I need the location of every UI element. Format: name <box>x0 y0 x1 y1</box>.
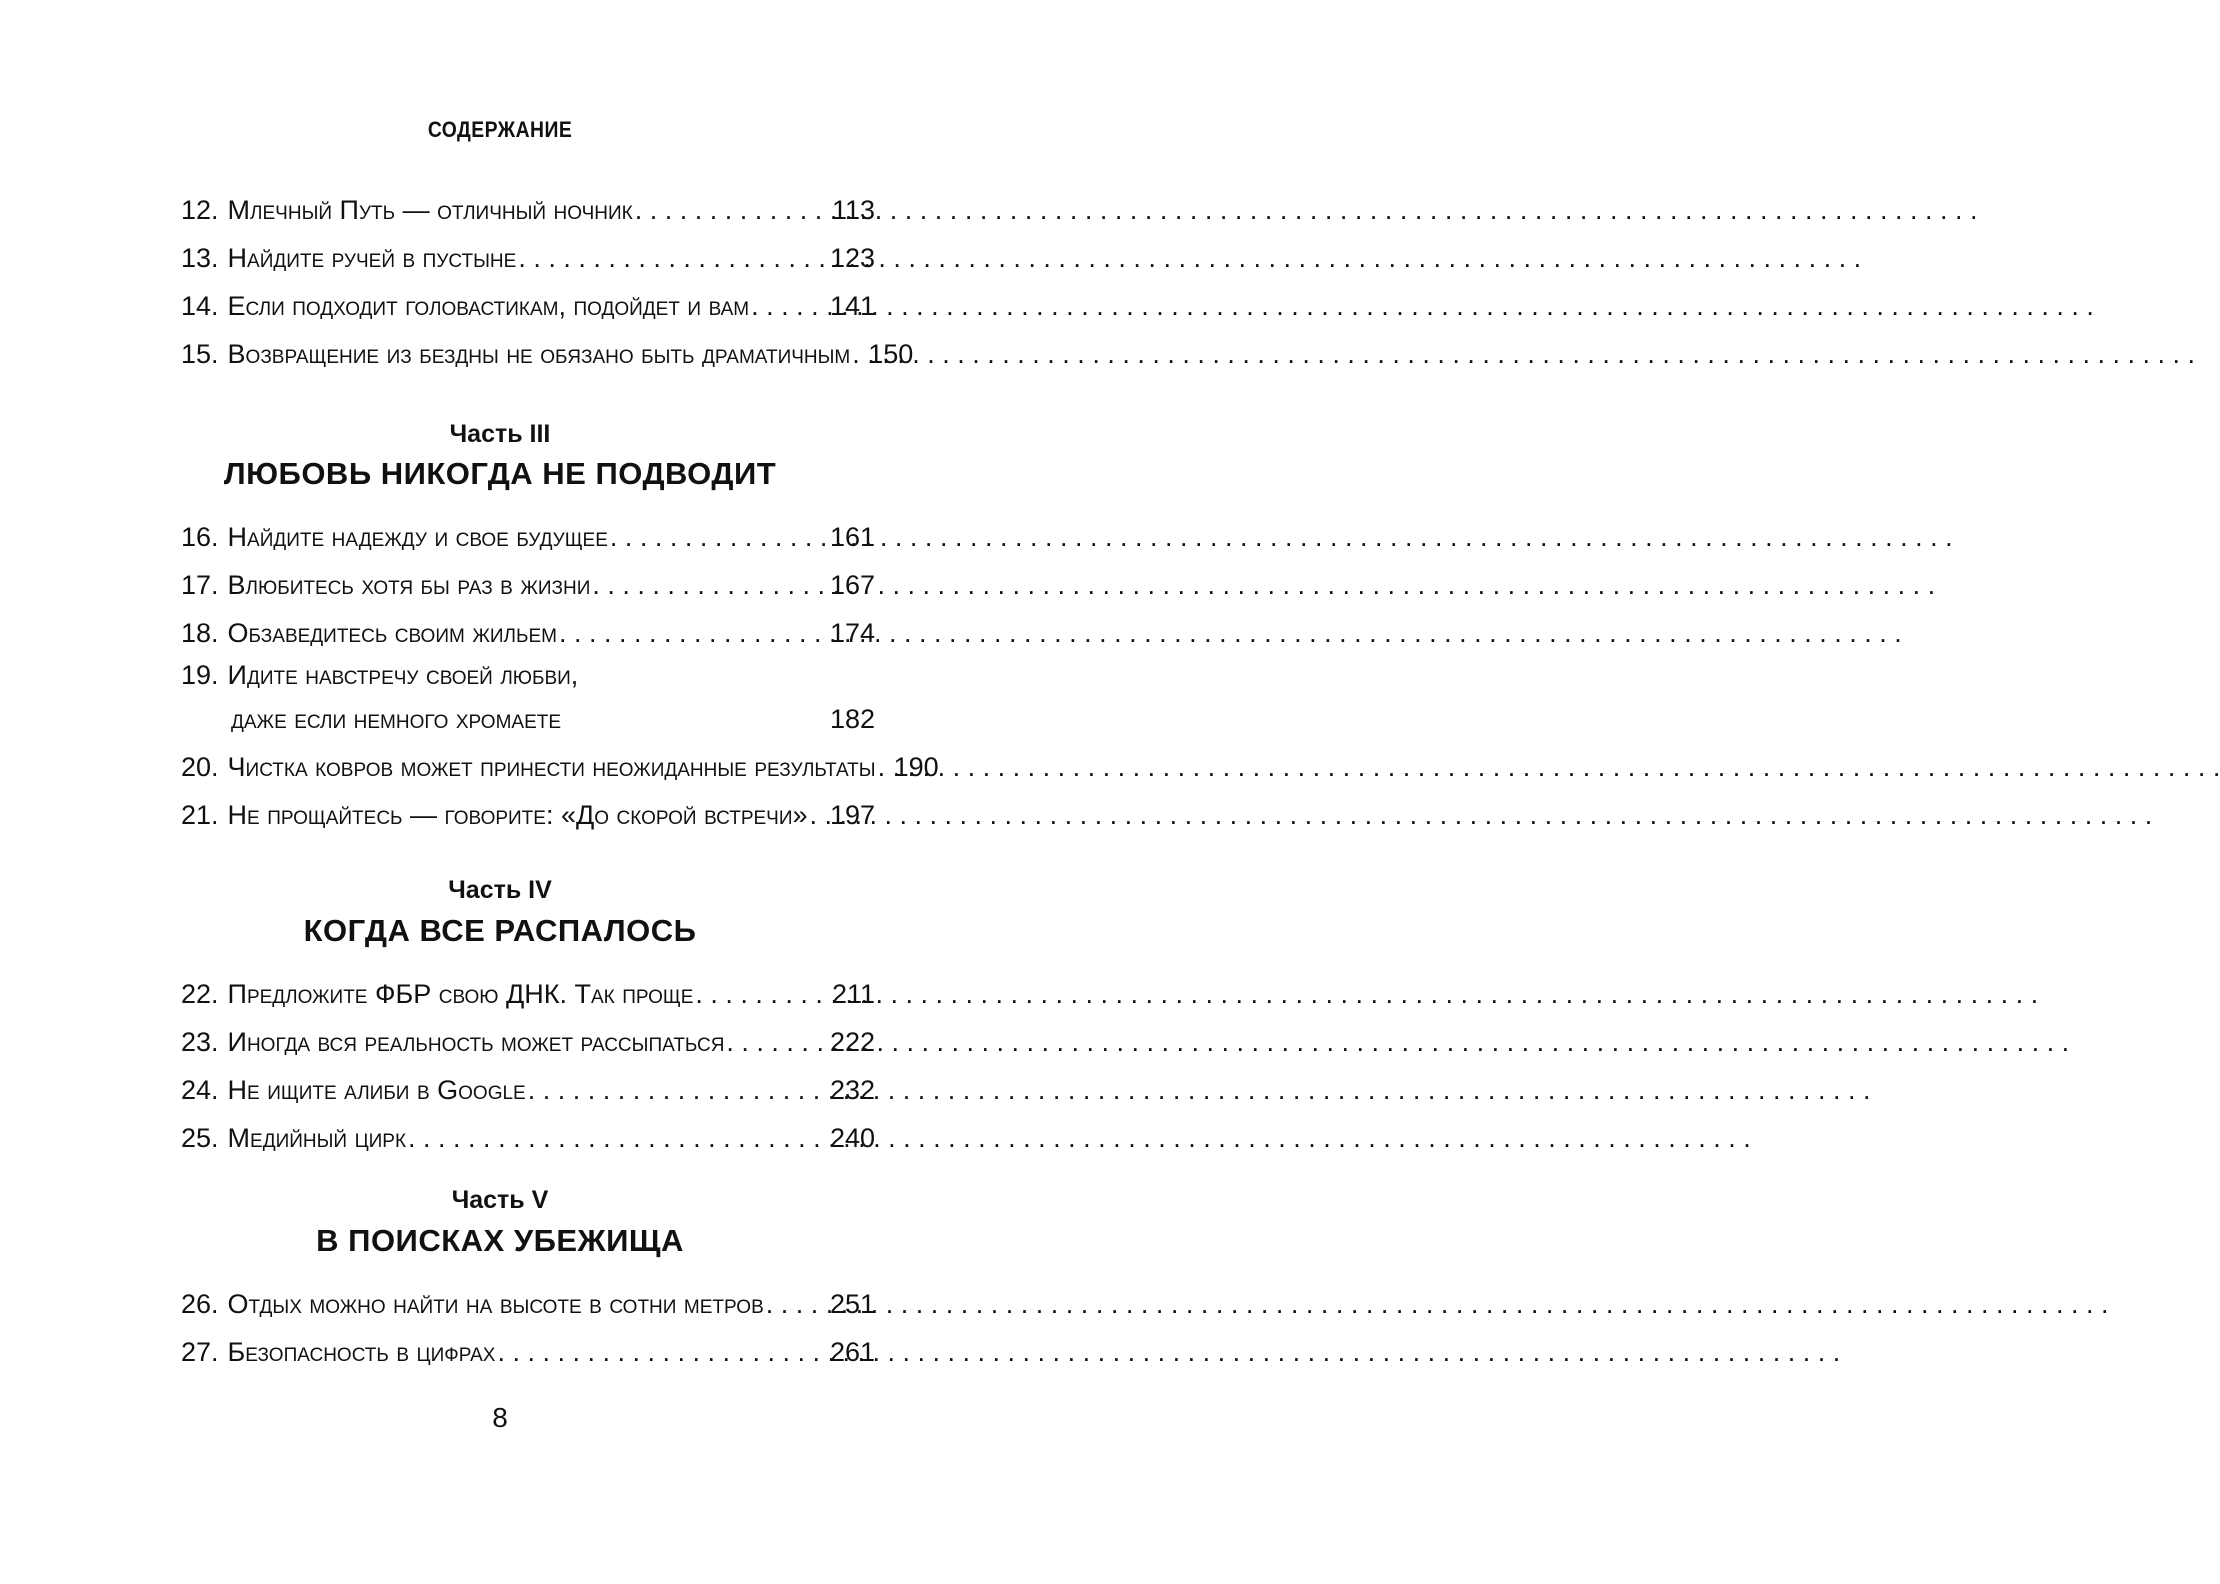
entry-title: Обзаведитесь своим жильем <box>227 618 557 648</box>
entry-page-number: 174 <box>829 618 875 648</box>
entry-title: Не ищите алиби в Google <box>227 1075 526 1105</box>
dot-leader <box>695 970 830 1018</box>
entry-number: 26. <box>181 1289 219 1319</box>
dot-leader <box>810 791 828 839</box>
entry-title: Иногда вся реальность может рассыпаться <box>227 1027 725 1057</box>
entry-title: Если подходит головастикам, подойдет и вам <box>227 291 750 321</box>
entry-number: 25. <box>181 1123 219 1153</box>
entry-title: Чистка ковров может принести неожиданные результаты <box>227 752 876 782</box>
entry-title: Не прощайтесь — говорите: «До скорой встречи» <box>227 800 808 830</box>
entry-page-number: 161 <box>829 522 875 552</box>
entry-page-number: 167 <box>829 570 875 600</box>
entry-number: 27. <box>181 1337 219 1367</box>
dot-leader <box>726 1018 828 1066</box>
dot-leader <box>528 1066 828 1114</box>
toc-entry-14 <box>181 282 875 330</box>
entry-number: 15. <box>181 339 219 369</box>
entry-page-number: 123 <box>829 243 875 273</box>
entry-page-number: 190 <box>893 752 939 782</box>
entry-number: 18. <box>181 618 219 648</box>
part-4-title: КОГДА ВСЕ РАСПАЛОСЬ <box>303 913 697 948</box>
toc-group-1 <box>181 186 914 378</box>
entry-page-number: 251 <box>829 1289 875 1319</box>
dot-leader <box>751 282 828 330</box>
toc-entry-23 <box>181 1018 875 1066</box>
dot-leader <box>592 561 828 609</box>
part-3-title: ЛЮБОВЬ НИКОГДА НЕ ПОДВОДИТ <box>223 456 777 491</box>
dot-leader <box>408 1114 828 1162</box>
entry-title-line1: Идите навстречу своей любви, <box>227 660 579 690</box>
page-number: 8 <box>492 1402 508 1433</box>
entry-page-number: 150 <box>868 339 914 369</box>
part-5-label: Часть V <box>451 1186 549 1214</box>
toc-group-2 <box>181 513 939 839</box>
entry-number: 24. <box>181 1075 219 1105</box>
entry-title-line2: даже если немного хромаете <box>231 704 562 734</box>
dot-leader <box>878 743 892 791</box>
toc-entry-15 <box>181 330 914 378</box>
entry-page-number: 232 <box>829 1075 875 1105</box>
dot-leader <box>635 186 830 234</box>
dot-leader <box>497 1328 827 1376</box>
entry-title: Возвращение из бездны не обязано быть драматичным <box>227 339 851 369</box>
entry-title: Найдите надежду и свое будущее <box>227 522 608 552</box>
toc-entry-21 <box>181 791 875 839</box>
entry-page-number: 261 <box>829 1337 875 1367</box>
entry-page-number: 113 <box>831 195 875 225</box>
running-head: СОДЕРЖАНИЕ <box>427 117 573 142</box>
entry-title: Млечный Путь — отличный ночник <box>227 195 633 225</box>
toc-entry-13 <box>181 234 875 282</box>
entry-title: Медийный цирк <box>227 1123 407 1153</box>
entry-number: 14. <box>181 291 219 321</box>
dot-leader <box>852 330 866 378</box>
toc-entry-25 <box>181 1114 875 1162</box>
toc-entry-18 <box>181 609 875 657</box>
entry-number: 17. <box>181 570 219 600</box>
entry-page-number: 222 <box>829 1027 875 1057</box>
entry-title: Найдите ручей в пустыне <box>227 243 517 273</box>
toc-entry-20 <box>181 743 939 791</box>
toc-entry-19 <box>181 657 875 743</box>
toc-entry-27 <box>181 1328 875 1376</box>
toc-entry-22 <box>181 970 875 1018</box>
dot-leader <box>518 234 828 282</box>
entry-number: 20. <box>181 752 219 782</box>
toc-entry-17 <box>181 561 875 609</box>
entry-title: Предложите ФБР свою ДНК. Так проще <box>227 979 694 1009</box>
toc-entry-24 <box>181 1066 875 1114</box>
entry-title: Отдых можно найти на высоте в сотни метров <box>227 1289 764 1319</box>
entry-number: 19. <box>181 660 219 690</box>
entry-page-number: 211 <box>831 979 875 1009</box>
part-3-label: Часть III <box>449 420 551 448</box>
entry-number: 13. <box>181 243 219 273</box>
part-4-label: Часть IV <box>448 876 552 904</box>
part-5-title: В ПОИСКАХ УБЕЖИЩА <box>316 1223 684 1258</box>
entry-number: 16. <box>181 522 219 552</box>
dot-leader <box>610 513 828 561</box>
entry-page-number: 197 <box>829 800 875 830</box>
toc-entry-26 <box>181 1280 875 1328</box>
entry-number: 21. <box>181 800 219 830</box>
entry-title: Безопасность в цифрах <box>227 1337 496 1367</box>
entry-page-number: 141 <box>829 291 875 321</box>
toc-entry-16 <box>181 513 875 561</box>
entry-page-number: 240 <box>829 1123 875 1153</box>
entry-number: 23. <box>181 1027 219 1057</box>
dot-leader <box>559 609 828 657</box>
book-page <box>0 0 1000 1584</box>
entry-number: 12. <box>181 195 219 225</box>
entry-page-number: 182 <box>829 704 875 734</box>
dot-leader <box>766 1280 828 1328</box>
toc-entry-12 <box>181 186 875 234</box>
toc-group-3 <box>181 970 875 1162</box>
toc-group-4 <box>181 1280 875 1376</box>
entry-number: 22. <box>181 979 219 1009</box>
entry-title: Влюбитесь хотя бы раз в жизни <box>227 570 591 600</box>
